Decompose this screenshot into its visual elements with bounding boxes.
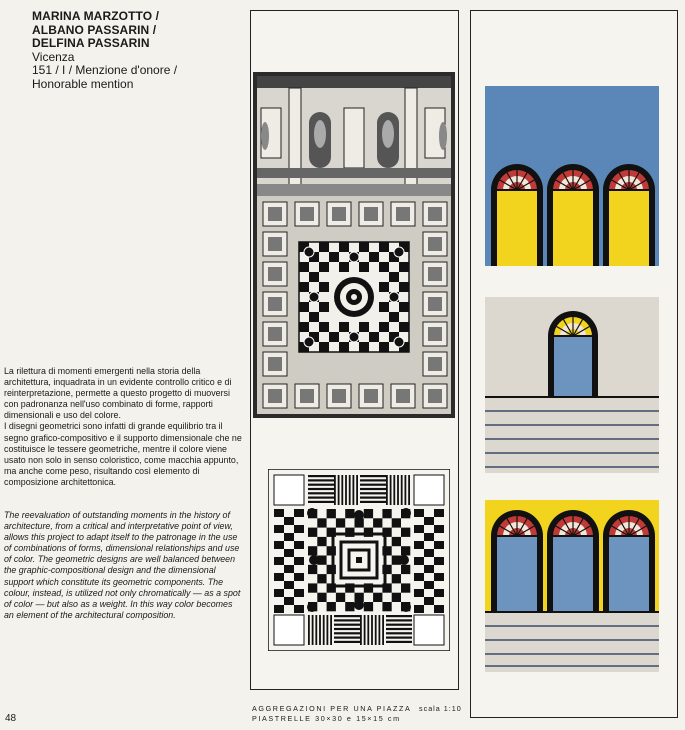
- author-line-1: MARINA MARZOTTO /: [32, 9, 160, 23]
- english-paragraph: The reevaluation of outstanding moments in the history of architecture, from a critical and interpretative point of view, allows this project to adapt itself to the patronage in the use of combinations of forms, dimensional relationships and use of color. The geometric designs are well balanced between the graphic-compositional design and the dimensional support which constitute its geometric components. The colour, instead, is utilized not only chromatically — as a spot of color — but also as a weight. In this way color becomes an element of the architectural composition.: [4, 510, 241, 620]
- city: Vicenza: [32, 49, 75, 64]
- plan-center-pattern: [299, 242, 409, 352]
- caption-tiles: PIASTRELLE 30×30 e 15×15 cm: [252, 714, 401, 723]
- caption-title: AGGREGAZIONI PER UNA PIAZZA: [252, 704, 412, 713]
- tile-single-door-stripes: [485, 297, 659, 473]
- caption-scale: scala 1:10: [419, 704, 462, 713]
- tiles-panel: [470, 10, 678, 718]
- italian-description: [4, 366, 242, 488]
- piazza-plan-drawing: [253, 72, 455, 418]
- page-number: 48: [5, 713, 17, 724]
- award: 151 / I / Menzione d'onore /: [32, 63, 178, 77]
- author-line-2: ALBANO PASSARIN /: [32, 22, 157, 37]
- english-description: [4, 510, 242, 621]
- italian-paragraph-2: I disegni geometrici sono infatti di grande equilibrio tra il segno grafico-compositivo e il supporto dimensionale che ne costituisce le tessere geometriche, mentre il colore viene usato non solo in senso coloristico, come macchia appunto, ma anche come peso, risultando così elemento di composizione architettonica.: [4, 421, 242, 487]
- award-english: Honorable mention: [32, 76, 134, 91]
- tile-three-blue-doors: [485, 500, 659, 672]
- project-heading: [32, 10, 242, 91]
- italian-paragraph-1: La rilettura di momenti emergenti nella storia della architettura, inquadrata in un evidente controllo critico e di reinterpretazione, permette a questo progetto di muoversi con padronanza nell'uso combinato di forme, rapporti dimensionali e uso del colore.: [4, 366, 232, 421]
- tile-1-doors: [491, 164, 655, 266]
- drawings-panel: [250, 10, 459, 690]
- geometric-tile-composition: [268, 469, 450, 651]
- author-line-3: DELFINA PASSARIN: [32, 36, 150, 50]
- tile-three-yellow-doors: [485, 86, 659, 266]
